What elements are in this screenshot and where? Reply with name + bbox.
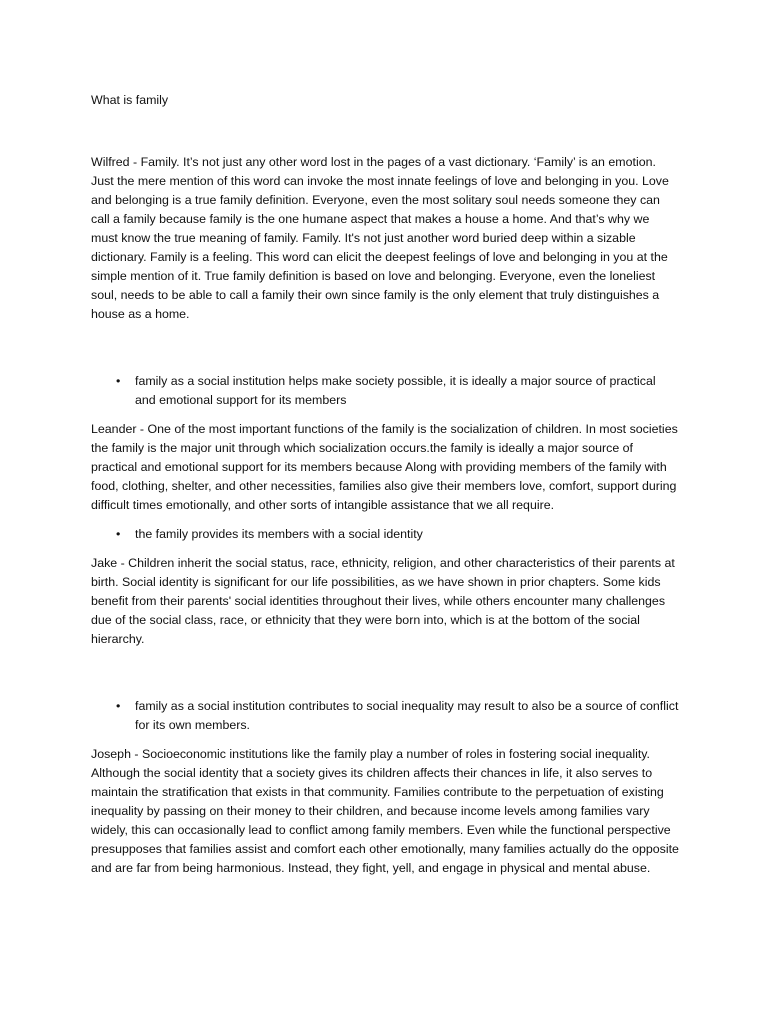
paragraph-wilfred: Wilfred - Family. It’s not just any other word lost in the pages of a vast dictionary. ‘Family’ is an emotion. Just the mere mention of this word can invoke the most innate feelings of love and belonging in you. Love and belonging is a true family definition. Everyone, even the most solitary soul needs someone they can call a family because family is the one humane aspect that makes a house a home. And that’s why we must know the true meaning of family. Family. It's not just another word buried deep within a sizable dictionary. Family is a feeling. This word can elicit the deepest feelings of love and belonging in you at the simple mention of it. True family definition is based on love and belonging. Everyone, even the loneliest soul, needs to be able to call a family their own since family is the only element that truly distinguishes a house as a home. <box>91 155 669 321</box>
bullet-item-social-institution <box>91 372 679 410</box>
paragraph-joseph: Joseph - Socioeconomic institutions like the family play a number of roles in fostering social inequality. Although the social identity that a society gives its children affects their chances in life, it also serves to maintain the stratification that exists in that community. Families contribute to the perpetuation of existing inequality by passing on their money to their children, and because income levels among families vary widely, this can occasionally lead to conflict among family members. Even while the functional perspective presupposes that families assist and comfort each other emotionally, many families actually do the opposite and are far from being harmonious. Instead, they fight, yell, and engage in physical and mental abuse. <box>91 747 679 875</box>
bullet-icon: • <box>116 374 121 388</box>
paragraph-leander: Leander - One of the most important functions of the family is the socialization of children. In most societies the family is the major unit through which socialization occurs.the family is ideally a major source of practical and emotional support for its members because Along with providing members of the family with food, clothing, shelter, and other necessities, families also give their members love, comfort, support during difficult times emotionally, and other sorts of intangible assistance that we all require. <box>91 422 678 512</box>
bullet-text: family as a social institution contributes to social inequality may result to also be a source of conflict for its own members. <box>135 699 679 732</box>
document-content <box>91 91 679 888</box>
bullet-text: the family provides its members with a social identity <box>135 527 423 541</box>
bullet-item-social-identity <box>91 525 679 544</box>
bullet-item-social-inequality <box>91 697 679 735</box>
bullet-icon: • <box>116 699 121 713</box>
bullet-icon: • <box>116 527 121 541</box>
bullet-text: family as a social institution helps make society possible, it is ideally a major source of practical and emotional support for its members <box>135 374 656 407</box>
paragraph-jake: Jake - Children inherit the social status, race, ethnicity, religion, and other characteristics of their parents at birth. Social identity is significant for our life possibilities, as we have shown in prior chapters. Some kids benefit from their parents' social identities throughout their lives, while others encounter many challenges due of the social class, race, or ethnicity that they were born into, which is at the bottom of the social hierarchy. <box>91 556 675 646</box>
document-title: What is family <box>91 93 169 107</box>
